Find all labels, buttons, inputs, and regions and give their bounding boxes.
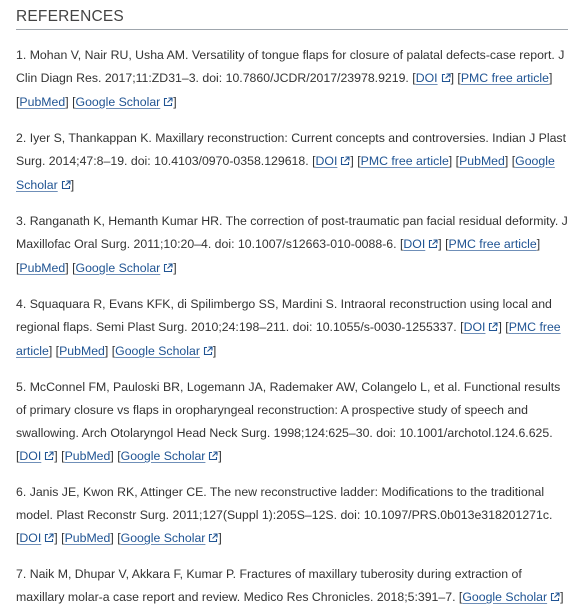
doi-link[interactable]: [315, 154, 354, 168]
bracket: ]: [218, 531, 222, 545]
bracket: [: [16, 449, 20, 463]
external-link-icon: [163, 92, 173, 115]
pmc-free-article-link[interactable]: [361, 154, 449, 168]
reference-citation: Naik M, Dhupar V, Akkara F, Kumar P. Fractures of maxillary tuberosity during extraction of maxillary molar-a case report and review. Medico Res Chronicles. 2018;5:391–7.: [16, 567, 522, 604]
bracket: [: [357, 154, 361, 168]
bracket: ]: [549, 71, 553, 85]
reference-item: [16, 293, 568, 364]
bracket: [: [16, 531, 20, 545]
link-label: PMC free article: [360, 154, 449, 168]
bracket: [: [16, 261, 20, 275]
bracket: ]: [65, 261, 69, 275]
bracket: [: [458, 590, 463, 604]
bracket: ]: [173, 261, 177, 275]
bracket: ]: [350, 154, 354, 168]
doi-link[interactable]: [19, 531, 54, 545]
reference-item: [16, 481, 568, 551]
link-label: Google Scholar: [120, 449, 206, 463]
link-label: PubMed: [459, 154, 505, 168]
reference-number: 7.: [16, 567, 27, 581]
bracket: [: [16, 95, 20, 109]
bracket: [: [412, 71, 416, 85]
bracket: [: [511, 154, 516, 168]
link-label: DOI: [19, 531, 42, 545]
external-link-icon: [208, 528, 218, 551]
reference-list: [16, 44, 568, 610]
reference-item: [16, 210, 568, 281]
reference-number: 1.: [16, 48, 27, 62]
bracket: ]: [54, 449, 58, 463]
google-scholar-link[interactable]: [75, 261, 177, 275]
bracket: [: [505, 320, 509, 334]
bracket: ]: [504, 154, 509, 168]
bracket: [: [312, 154, 316, 168]
bracket: ]: [70, 178, 75, 192]
pubmed-link[interactable]: [64, 531, 114, 545]
link-label: DOI: [463, 320, 486, 334]
reference-item: [16, 563, 568, 610]
link-label: Google Scholar: [462, 590, 548, 604]
link-label: DOI: [19, 449, 42, 463]
google-scholar-link[interactable]: [120, 449, 222, 463]
bracket: ]: [438, 237, 442, 251]
link-label: PMC free article: [16, 320, 561, 358]
google-scholar-link[interactable]: [115, 344, 213, 358]
bracket: ]: [54, 531, 58, 545]
bracket: ]: [448, 154, 453, 168]
bracket: ]: [104, 344, 109, 358]
bracket: [: [61, 449, 65, 463]
reference-citation: Ranganath K, Hemanth Kumar HR. The correction of post-traumatic pan facial residual deformity. J Maxillofac Oral Surg. 2011;10:20–4. doi: 10.1007/s12663-010-0088-6.: [16, 214, 568, 251]
reference-number: 2.: [16, 131, 27, 145]
external-link-icon: [340, 151, 350, 174]
bracket: [: [117, 531, 121, 545]
pubmed-link[interactable]: [59, 344, 105, 358]
doi-link[interactable]: [403, 237, 438, 251]
google-scholar-link[interactable]: [120, 531, 222, 545]
bracket: ]: [536, 237, 541, 251]
bracket: ]: [212, 344, 217, 358]
link-label: PubMed: [64, 531, 111, 545]
reference-citation: McConnel FM, Pauloski BR, Logemann JA, Rademaker AW, Colangelo L, et al. Functional results of primary closure vs flaps in oropharyngeal reconstruction: A prospective study of speech and swallowing. Arch Otolaryngol Head Neck Surg. 1998;124:625–30. doi: 10.1001/archotol.124.6.625.: [16, 380, 561, 440]
references-heading: REFERENCES: [16, 6, 568, 30]
bracket: [: [61, 531, 65, 545]
link-label: Google Scholar: [75, 261, 161, 275]
bracket: ]: [48, 344, 53, 358]
reference-item: [16, 127, 568, 198]
link-label: DOI: [315, 154, 338, 168]
link-label: Google Scholar: [120, 531, 206, 545]
pmc-free-article-link[interactable]: [461, 71, 549, 85]
reference-citation: Squaquara R, Evans KFK, di Spilimbergo SS, Mardini S. Intraoral reconstruction using local and regional flaps. Semi Plast Surg. 2010;24:198–211. doi: 10.1055/s-0030-1255337.: [16, 297, 552, 334]
external-link-icon: [44, 446, 54, 469]
bracket: [: [399, 237, 404, 251]
bracket: [: [72, 261, 76, 275]
external-link-icon: [44, 528, 54, 551]
link-label: DOI: [415, 71, 438, 85]
bracket: [: [55, 344, 60, 358]
link-label: PubMed: [19, 95, 66, 109]
reference-number: 3.: [16, 214, 27, 228]
bracket: [: [455, 154, 460, 168]
link-label: PubMed: [64, 449, 111, 463]
link-label: Google Scholar: [16, 154, 555, 192]
pubmed-link[interactable]: [459, 154, 505, 168]
reference-item: [16, 44, 568, 115]
reference-number: 6.: [16, 485, 27, 499]
google-scholar-link[interactable]: [75, 95, 177, 109]
pubmed-link[interactable]: [64, 449, 114, 463]
external-link-icon: [208, 446, 218, 469]
external-link-icon: [550, 587, 560, 610]
doi-link[interactable]: [416, 71, 451, 85]
bracket: ]: [560, 590, 564, 604]
link-label: DOI: [403, 237, 426, 251]
reference-citation: Mohan V, Nair RU, Usha AM. Versatility of tongue flaps for closure of palatal defects-case report. J Clin Diagn Res. 2017;11:ZD31–3. doi: 10.7860/JCDR/2017/23978.9219.: [16, 48, 565, 85]
bracket: ]: [498, 320, 502, 334]
bracket: [: [72, 95, 76, 109]
bracket: ]: [110, 449, 114, 463]
reference-number: 5.: [16, 380, 27, 394]
link-label: PMC free article: [448, 237, 537, 251]
doi-link[interactable]: [19, 449, 54, 463]
external-link-icon: [428, 234, 438, 257]
bracket: [: [111, 344, 116, 358]
bracket: ]: [450, 71, 454, 85]
pmc-free-article-link[interactable]: [449, 237, 537, 251]
reference-citation: Janis JE, Kwon RK, Attinger CE. The new reconstructive ladder: Modifications to the traditional model. Plast Reconstr Surg. 2011;127(Suppl 1):205S–12S. doi: 10.1097/PRS.0b013e318201271c.: [16, 485, 553, 522]
doi-link[interactable]: [463, 320, 502, 334]
external-link-icon: [61, 175, 71, 198]
bracket: ]: [218, 449, 222, 463]
link-label: PubMed: [59, 344, 105, 358]
bracket: ]: [173, 95, 177, 109]
bracket: [: [445, 237, 449, 251]
pubmed-link[interactable]: [19, 261, 65, 275]
bracket: ]: [65, 95, 69, 109]
external-link-icon: [441, 68, 451, 91]
pubmed-link[interactable]: [19, 95, 65, 109]
bracket: ]: [110, 531, 114, 545]
link-label: PMC free article: [460, 71, 549, 85]
link-label: PubMed: [19, 261, 66, 275]
external-link-icon: [488, 317, 498, 340]
bracket: [: [460, 320, 464, 334]
google-scholar-link[interactable]: [462, 590, 560, 604]
bracket: [: [457, 71, 461, 85]
bracket: [: [117, 449, 121, 463]
link-label: Google Scholar: [115, 344, 200, 358]
reference-number: 4.: [16, 297, 27, 311]
reference-item: [16, 376, 568, 469]
external-link-icon: [163, 258, 173, 281]
reference-citation: Iyer S, Thankappan K. Maxillary reconstruction: Current concepts and controversies. Indian J Plast Surg. 2014;47:8–19. doi: 10.4103/0970-0358.129618.: [16, 131, 567, 168]
external-link-icon: [203, 341, 213, 364]
link-label: Google Scholar: [75, 95, 161, 109]
